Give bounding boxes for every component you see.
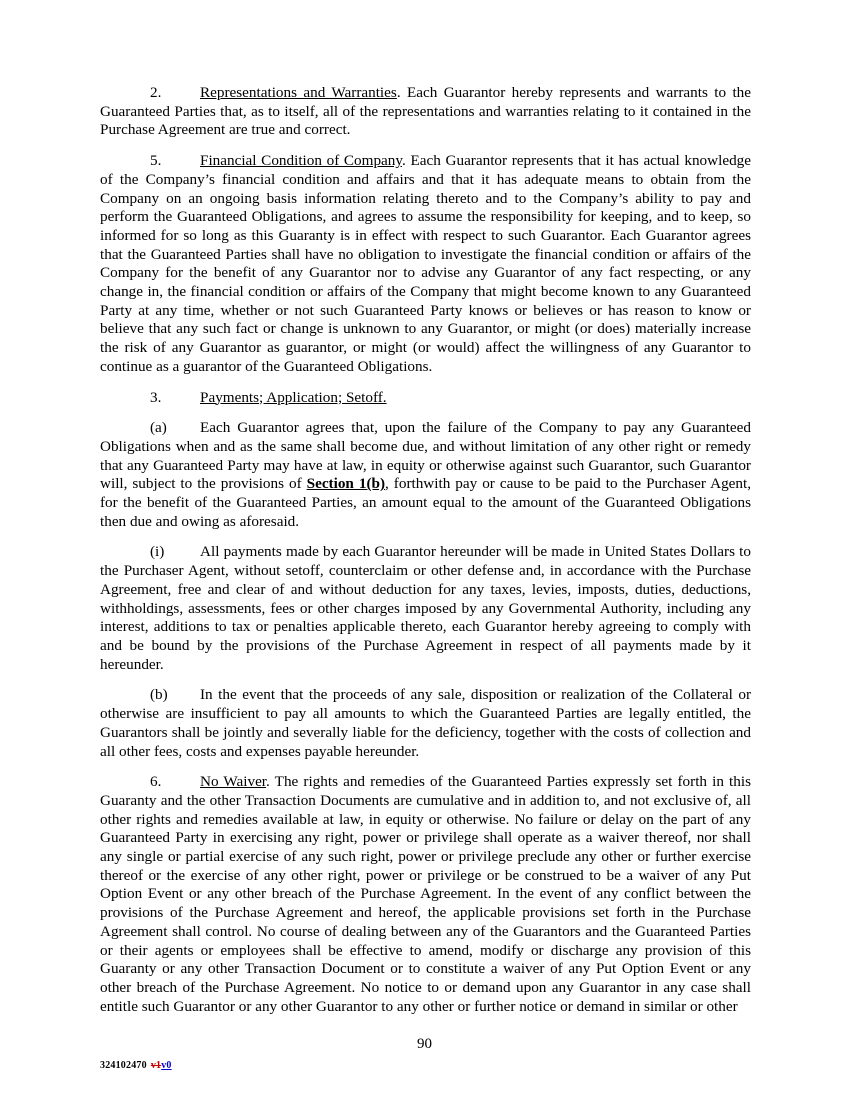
section-text: Each Guarantor agrees that, upon the failure of the Company to pay any Guaranteed Obligations when and as the same shall become due, and without limitation of any other right or remedy that any Guaranteed Party may have at law, in equity or otherwise against such Guarantor, such Guarantor will, subject to the provisions of bbox=[100, 419, 751, 493]
paragraph bbox=[100, 419, 751, 531]
section-heading: Financial Condition of Company bbox=[200, 152, 403, 170]
section-heading: Payments; Application; Setoff. bbox=[200, 388, 387, 406]
paragraph-label: (b) bbox=[150, 686, 168, 704]
paragraph-label: (a) bbox=[150, 419, 167, 437]
footer-inserted-rev: v0 bbox=[161, 1060, 172, 1071]
page-number: 90 bbox=[417, 1036, 432, 1052]
paragraph bbox=[100, 773, 751, 1016]
section-text: . The rights and remedies of the Guaranteed Parties expressly set forth in this Guaranty and the other Transaction Documents are cumulative and in addition to, and not exclusive of, all other rights and remedies available at law, in equity or otherwise. No failure or delay on the part of any Guaranteed Party in exercising any right, power or privilege shall operate as a waiver thereof, nor shall any single or partial exercise of any such right, power or privilege preclude any other or further exercise thereof or the exercise of any other right, power or privilege or be construed to be a waiver of any Put Option Event or any other breach of the Purchase Agreement. In the event of any conflict between the provisions of the Purchase Agreement and hereof, the applicable provisions set forth in the Purchase Agreement shall control. No course of dealing between any of the Guarantors and the Guaranteed Parties or their agents or employees shall be effective to amend, modify or discharge any provision of this Guaranty or any other Transaction Document or to constitute a waiver of any Put Option Event or any other breach of the Purchase Agreement. No notice to or demand upon any Guarantor in any case shall entitle such Guarantor or any other Guarantor to any other or further notice or demand in similar or other bbox=[100, 773, 751, 1015]
section-text: . Each Guarantor hereby represents and warrants to the Guaranteed Parties that, as to itself, all of the representations and warranties relating to it contained in the Purchase Agreement are true and correct. bbox=[100, 84, 751, 139]
paragraph bbox=[100, 686, 751, 761]
section-reference: Section 1(b) bbox=[306, 475, 386, 493]
paragraph bbox=[100, 389, 751, 408]
document-footer bbox=[100, 1060, 172, 1071]
section-heading: No Waiver bbox=[200, 773, 267, 791]
footer-deleted-rev: v1 bbox=[150, 1060, 162, 1071]
section-text: In the event that the proceeds of any sale, disposition or realization of the Collateral or otherwise are insufficient to pay all amounts to which the Guaranteed Parties are legally entitled, the Guarantors shall be jointly and severally liable for the deficiency, together with the costs of collection and all other fees, costs and expenses payable hereunder. bbox=[100, 686, 751, 760]
section-text: , forthwith pay or cause to be paid to the Purchaser Agent, for the benefit of the Guaranteed Parties, an amount equal to the amount of the Guaranteed Obligations then due and owing as aforesaid. bbox=[100, 475, 752, 530]
section-heading: Representations and Warranties bbox=[200, 84, 397, 101]
document-body bbox=[100, 84, 751, 1028]
footer-doc-id: 324102470 bbox=[100, 1060, 147, 1071]
paragraph-label: 3. bbox=[150, 388, 162, 406]
paragraph bbox=[100, 152, 751, 376]
section-text: . Each Guarantor represents that it has actual knowledge of the Company’s financial condition and affairs and that it has adequate means to obtain from the Company on an ongoing basis information relating thereto and to the Company’s ability to pay and perform the Guaranteed Obligations, and agrees to assume the responsibility for keeping, and to keep, so informed for so long as this Guaranty is in effect with respect to such Guarantor. Each Guarantor agrees that the Guaranteed Parties shall have no obligation to investigate the financial condition or affairs of the Company for the benefit of any Guarantor nor to advise any Guarantor of any fact respecting, or any change in, the financial condition or affairs of the Company that might become known to any Guaranteed Party at any time, whether or not such Guaranteed Party knows or believes or has reason to know or believe that any such fact or change is unknown to any Guarantor, or might (or does) materially increase the risk of any Guarantor as guarantor, or might (or would) affect the willingness of any Guarantor to continue as a guarantor of the Guaranteed Obligations. bbox=[100, 152, 752, 375]
paragraph bbox=[100, 84, 751, 140]
paragraph-label: (i) bbox=[150, 543, 165, 561]
paragraph-label: 5. bbox=[150, 152, 162, 170]
paragraph-label: 6. bbox=[150, 773, 162, 791]
paragraph bbox=[100, 543, 751, 674]
section-text: All payments made by each Guarantor hereunder will be made in United States Dollars to the Purchaser Agent, without setoff, counterclaim or other defense and, in accordance with the Purchase Agreement, free and clear of and without deduction for any taxes, levies, imposts, duties, deductions, withholdings, assessments, fees or other charges imposed by any Governmental Authority, including any interest, additions to tax or penalties applicable thereto, each Guarantor hereby agreeing to comply with and be bound by the provisions of the Purchase Agreement in respect of all payments made by it hereunder. bbox=[100, 543, 751, 673]
paragraph-label: 2. bbox=[150, 84, 162, 101]
